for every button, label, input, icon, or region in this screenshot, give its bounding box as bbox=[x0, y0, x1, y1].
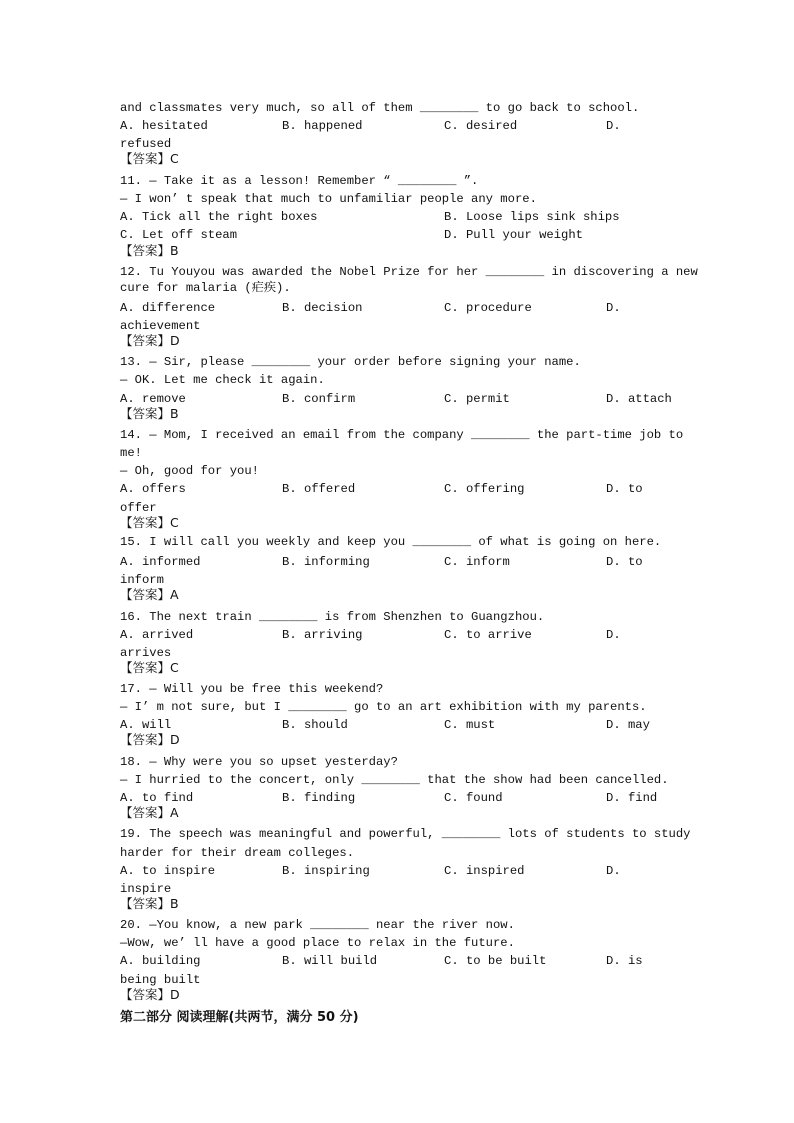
question-15-answer: 【答案】A bbox=[120, 587, 179, 602]
question-10-answer: 【答案】C bbox=[120, 151, 179, 166]
question-11-stem: 11. — Take it as a lesson! Remember “ ________ ”. bbox=[120, 174, 479, 188]
question-14-option-d-wrap: offer bbox=[120, 501, 157, 515]
question-15-option-b: B. informing bbox=[282, 555, 370, 569]
question-16-option-a: A. arrived bbox=[120, 628, 194, 642]
question-11-option-a: A. Tick all the right boxes bbox=[120, 210, 318, 224]
question-17-option-d: D. may bbox=[606, 718, 650, 732]
question-12-stem: 12. Tu Youyou was awarded the Nobel Prize for her ________ in discovering a new bbox=[120, 265, 698, 279]
question-11-option-b: B. Loose lips sink ships bbox=[444, 210, 620, 224]
question-20-option-b: B. will build bbox=[282, 954, 378, 968]
question-17-option-c: C. must bbox=[444, 718, 496, 732]
question-13-dialogue: — OK. Let me check it again. bbox=[120, 373, 325, 387]
question-10-option-c: C. desired bbox=[444, 119, 518, 133]
question-14-answer: 【答案】C bbox=[120, 515, 179, 530]
question-19-answer: 【答案】B bbox=[120, 896, 179, 911]
question-11-option-c: C. Let off steam bbox=[120, 228, 238, 242]
question-18-option-d: D. find bbox=[606, 791, 658, 805]
section-heading-reading: 第二部分 阅读理解(共两节，满分 50 分) bbox=[120, 1010, 359, 1025]
question-18-option-a: A. to find bbox=[120, 791, 194, 805]
question-11-answer: 【答案】B bbox=[120, 243, 179, 258]
question-17-dialogue: — I’ m not sure, but I ________ go to an art exhibition with my parents. bbox=[120, 700, 647, 714]
question-20-dialogue: —Wow, we’ ll have a good place to relax in the future. bbox=[120, 936, 515, 950]
question-17-answer: 【答案】D bbox=[120, 732, 180, 747]
question-14-option-b: B. offered bbox=[282, 482, 356, 496]
question-14-option-a: A. offers bbox=[120, 482, 186, 496]
question-18-answer: 【答案】A bbox=[120, 805, 179, 820]
question-11-option-d: D. Pull your weight bbox=[444, 228, 583, 242]
question-13-option-d: D. attach bbox=[606, 392, 672, 406]
question-12-option-a: A. difference bbox=[120, 301, 216, 315]
question-17-stem: 17. — Will you be free this weekend? bbox=[120, 682, 384, 696]
question-10-option-d: D. bbox=[606, 119, 621, 133]
question-16-option-c: C. to arrive bbox=[444, 628, 532, 642]
question-19-option-d: D. bbox=[606, 864, 621, 878]
question-14-option-c: C. offering bbox=[444, 482, 525, 496]
question-20-answer: 【答案】D bbox=[120, 987, 180, 1002]
question-16-option-d: D. bbox=[606, 628, 621, 642]
question-17-option-a: A. will bbox=[120, 718, 172, 732]
question-14-option-d: D. to bbox=[606, 482, 643, 496]
question-18-stem: 18. — Why were you so upset yesterday? bbox=[120, 755, 398, 769]
question-16-stem: 16. The next train ________ is from Shenzhen to Guangzhou. bbox=[120, 610, 545, 624]
question-19-option-d-wrap: inspire bbox=[120, 882, 172, 896]
question-12-option-c: C. procedure bbox=[444, 301, 532, 315]
question-15-stem: 15. I will call you weekly and keep you ________ of what is going on here. bbox=[120, 535, 662, 549]
question-18-dialogue: — I hurried to the concert, only ________ that the show had been cancelled. bbox=[120, 773, 669, 787]
question-15-option-d-wrap: inform bbox=[120, 573, 164, 587]
question-14-stem: 14. — Mom, I received an email from the company ________ the part-time job to bbox=[120, 428, 684, 442]
question-10-option-d-wrap: refused bbox=[120, 137, 172, 151]
question-12-option-d-wrap: achievement bbox=[120, 319, 201, 333]
question-12-stem-cont: cure for malaria (疟疾). bbox=[120, 281, 291, 295]
question-11-dialogue: — I won’ t speak that much to unfamiliar people any more. bbox=[120, 192, 537, 206]
question-15-option-a: A. informed bbox=[120, 555, 201, 569]
question-13-option-c: C. permit bbox=[444, 392, 510, 406]
question-19-stem-cont: harder for their dream colleges. bbox=[120, 846, 355, 860]
question-12-option-b: B. decision bbox=[282, 301, 363, 315]
question-19-option-c: C. inspired bbox=[444, 864, 525, 878]
question-18-option-b: B. finding bbox=[282, 791, 356, 805]
question-20-option-d: D. is bbox=[606, 954, 643, 968]
question-20-option-d-wrap: being built bbox=[120, 973, 201, 987]
question-19-option-a: A. to inspire bbox=[120, 864, 216, 878]
question-13-stem: 13. — Sir, please ________ your order before signing your name. bbox=[120, 355, 581, 369]
question-13-answer: 【答案】B bbox=[120, 406, 179, 421]
question-20-option-c: C. to be built bbox=[444, 954, 547, 968]
question-16-option-d-wrap: arrives bbox=[120, 646, 172, 660]
question-16-answer: 【答案】C bbox=[120, 660, 179, 675]
question-15-option-d: D. to bbox=[606, 555, 643, 569]
question-12-option-d: D. bbox=[606, 301, 621, 315]
question-19-option-b: B. inspiring bbox=[282, 864, 370, 878]
question-10-option-b: B. happened bbox=[282, 119, 363, 133]
question-20-stem: 20. —You know, a new park ________ near the river now. bbox=[120, 918, 515, 932]
question-13-option-a: A. remove bbox=[120, 392, 186, 406]
question-12-answer: 【答案】D bbox=[120, 333, 180, 348]
question-14-stem-cont: me! bbox=[120, 446, 142, 460]
question-10-option-a: A. hesitated bbox=[120, 119, 208, 133]
question-13-option-b: B. confirm bbox=[282, 392, 356, 406]
question-19-stem: 19. The speech was meaningful and powerful, ________ lots of students to study bbox=[120, 827, 691, 841]
question-14-dialogue: — Oh, good for you! bbox=[120, 464, 259, 478]
question-10-stem: and classmates very much, so all of them ________ to go back to school. bbox=[120, 101, 640, 115]
question-17-option-b: B. should bbox=[282, 718, 348, 732]
question-15-option-c: C. inform bbox=[444, 555, 510, 569]
question-16-option-b: B. arriving bbox=[282, 628, 363, 642]
question-18-option-c: C. found bbox=[444, 791, 503, 805]
question-20-option-a: A. building bbox=[120, 954, 201, 968]
